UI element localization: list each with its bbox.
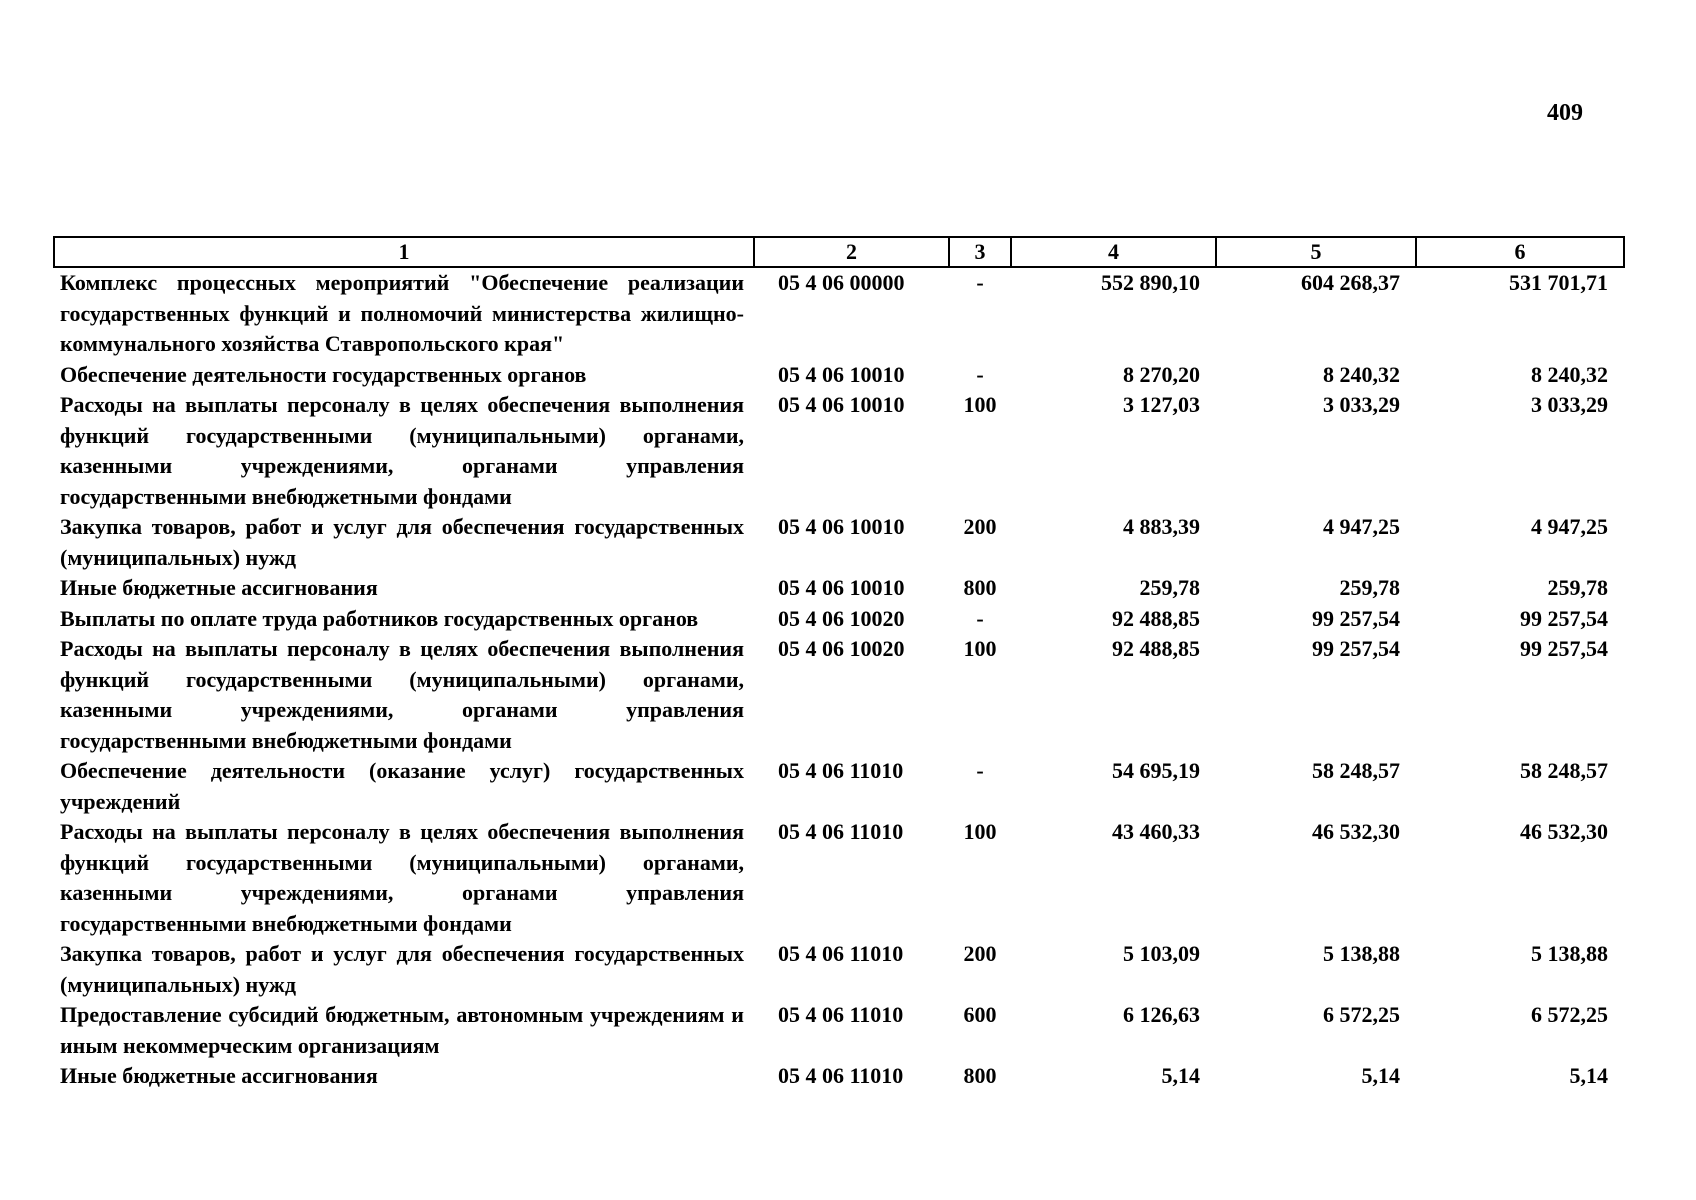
row-sum-year-3: 6 572,25: [1531, 1002, 1608, 1027]
row-target-code: 05 4 06 11010: [778, 941, 904, 966]
row-target-code: 05 4 06 11010: [778, 819, 904, 844]
row-sum-year-1: 92 488,85: [1112, 605, 1200, 631]
table-row: [54, 390, 1624, 512]
row-name: Обеспечение деятельности государственных органов: [60, 361, 587, 387]
row-name: Комплекс процессных мероприятий "Обеспечение реализации государственных функций и полномочий министерства жилищно-коммунального хозяйства Ставропольского края": [60, 270, 744, 356]
row-expense-type: -: [976, 270, 984, 295]
table-row: [54, 1061, 1624, 1092]
row-sum-year-2: 5,14: [1361, 1063, 1400, 1088]
row-sum-year-1: 4 883,39: [1123, 514, 1200, 539]
row-target-code: 05 4 06 10010: [778, 575, 905, 600]
row-sum-year-3: 5 138,88: [1531, 941, 1608, 966]
row-name: Расходы на выплаты персоналу в целях обеспечения выполнения функций государственными (муниципальными) органами, казенными учреждениями, органами управления государственными внебюджетными фондами: [60, 636, 744, 753]
header-row: [54, 237, 1624, 267]
row-target-code: 05 4 06 10010: [778, 392, 905, 417]
row-sum-year-3: 99 257,54: [1520, 605, 1608, 631]
row-sum-year-1: 3 127,03: [1123, 392, 1200, 417]
table-row: [54, 634, 1624, 756]
row-sum-year-1: 6 126,63: [1123, 1002, 1200, 1027]
row-target-code: 05 4 06 00000: [778, 270, 905, 295]
header-col-2: 2: [754, 237, 949, 267]
row-expense-type: 100: [963, 392, 997, 417]
row-target-code: 05 4 06 11010: [778, 758, 904, 783]
row-target-code: 05 4 06 10020: [778, 605, 905, 631]
row-sum-year-1: 5 103,09: [1123, 941, 1200, 966]
row-sum-year-2: 46 532,30: [1312, 819, 1400, 844]
table-row: [54, 360, 1624, 391]
row-expense-type: 800: [963, 1063, 997, 1088]
row-sum-year-3: 4 947,25: [1531, 514, 1608, 539]
row-name: Расходы на выплаты персоналу в целях обеспечения выполнения функций государственными (муниципальными) органами, казенными учреждениями, органами управления государственными внебюджетными фондами: [60, 392, 744, 509]
row-expense-type: 200: [963, 941, 997, 966]
row-name: Закупка товаров, работ и услуг для обеспечения государственных (муниципальных) нужд: [60, 514, 744, 570]
row-sum-year-2: 99 257,54: [1312, 605, 1400, 631]
table-row: [54, 756, 1624, 817]
row-sum-year-3: 531 701,71: [1509, 270, 1608, 295]
table-row: [54, 817, 1624, 939]
table-row: [54, 939, 1624, 1000]
row-target-code: 05 4 06 10010: [778, 514, 905, 539]
row-expense-type: 600: [963, 1002, 997, 1027]
row-sum-year-2: 6 572,25: [1323, 1002, 1400, 1027]
table-row: [54, 267, 1624, 360]
page-number: 409: [1547, 100, 1583, 126]
row-expense-type: -: [976, 361, 984, 387]
row-name: Выплаты по оплате труда работников государственных органов: [60, 605, 699, 631]
header-col-6: 6: [1416, 237, 1624, 267]
row-name: Иные бюджетные ассигнования: [60, 1063, 378, 1088]
row-expense-type: 100: [963, 636, 997, 661]
row-sum-year-2: 5 138,88: [1323, 941, 1400, 966]
header-col-4: 4: [1011, 237, 1216, 267]
row-sum-year-3: 259,78: [1547, 575, 1608, 600]
row-sum-year-1: 259,78: [1139, 575, 1200, 600]
row-sum-year-2: 604 268,37: [1301, 270, 1400, 295]
row-name: Обеспечение деятельности (оказание услуг) государственных учреждений: [60, 758, 744, 814]
row-sum-year-1: 5,14: [1161, 1063, 1200, 1088]
row-name: Иные бюджетные ассигнования: [60, 575, 378, 600]
row-name: Предоставление субсидий бюджетным, автономным учреждениям и иным некоммерческим организациям: [60, 1002, 744, 1058]
row-target-code: 05 4 06 10010: [778, 361, 905, 387]
header-col-3: 3: [949, 237, 1011, 267]
row-sum-year-2: 3 033,29: [1323, 392, 1400, 417]
row-expense-type: 200: [963, 514, 997, 539]
row-sum-year-3: 8 240,32: [1531, 361, 1608, 387]
row-sum-year-2: 99 257,54: [1312, 636, 1400, 661]
row-expense-type: -: [976, 605, 984, 631]
row-name: Расходы на выплаты персоналу в целях обеспечения выполнения функций государственными (муниципальными) органами, казенными учреждениями, органами управления государственными внебюджетными фондами: [60, 819, 744, 936]
row-sum-year-3: 5,14: [1569, 1063, 1608, 1088]
row-sum-year-1: 92 488,85: [1112, 636, 1200, 661]
row-sum-year-1: 8 270,20: [1123, 361, 1200, 387]
row-sum-year-2: 8 240,32: [1323, 361, 1400, 387]
table-body: [54, 267, 1624, 1092]
budget-table: [53, 236, 1625, 1092]
row-sum-year-3: 3 033,29: [1531, 392, 1608, 417]
header-col-5: 5: [1216, 237, 1416, 267]
row-target-code: 05 4 06 11010: [778, 1002, 904, 1027]
row-expense-type: 100: [963, 819, 997, 844]
row-target-code: 05 4 06 10020: [778, 636, 905, 661]
row-sum-year-1: 43 460,33: [1112, 819, 1200, 844]
row-sum-year-2: 58 248,57: [1312, 758, 1400, 783]
row-sum-year-3: 46 532,30: [1520, 819, 1608, 844]
row-expense-type: 800: [963, 575, 997, 600]
row-sum-year-3: 58 248,57: [1520, 758, 1608, 783]
table-row: [54, 512, 1624, 573]
header-col-1: 1: [54, 237, 754, 267]
row-name: Закупка товаров, работ и услуг для обеспечения государственных (муниципальных) нужд: [60, 941, 744, 997]
table-row: [54, 604, 1624, 635]
row-target-code: 05 4 06 11010: [778, 1063, 904, 1088]
table-header: [54, 237, 1624, 267]
row-sum-year-1: 552 890,10: [1101, 270, 1200, 295]
row-sum-year-2: 4 947,25: [1323, 514, 1400, 539]
table-row: [54, 573, 1624, 604]
row-sum-year-3: 99 257,54: [1520, 636, 1608, 661]
row-sum-year-1: 54 695,19: [1112, 758, 1200, 783]
row-expense-type: -: [976, 758, 984, 783]
row-sum-year-2: 259,78: [1339, 575, 1400, 600]
table-row: [54, 1000, 1624, 1061]
